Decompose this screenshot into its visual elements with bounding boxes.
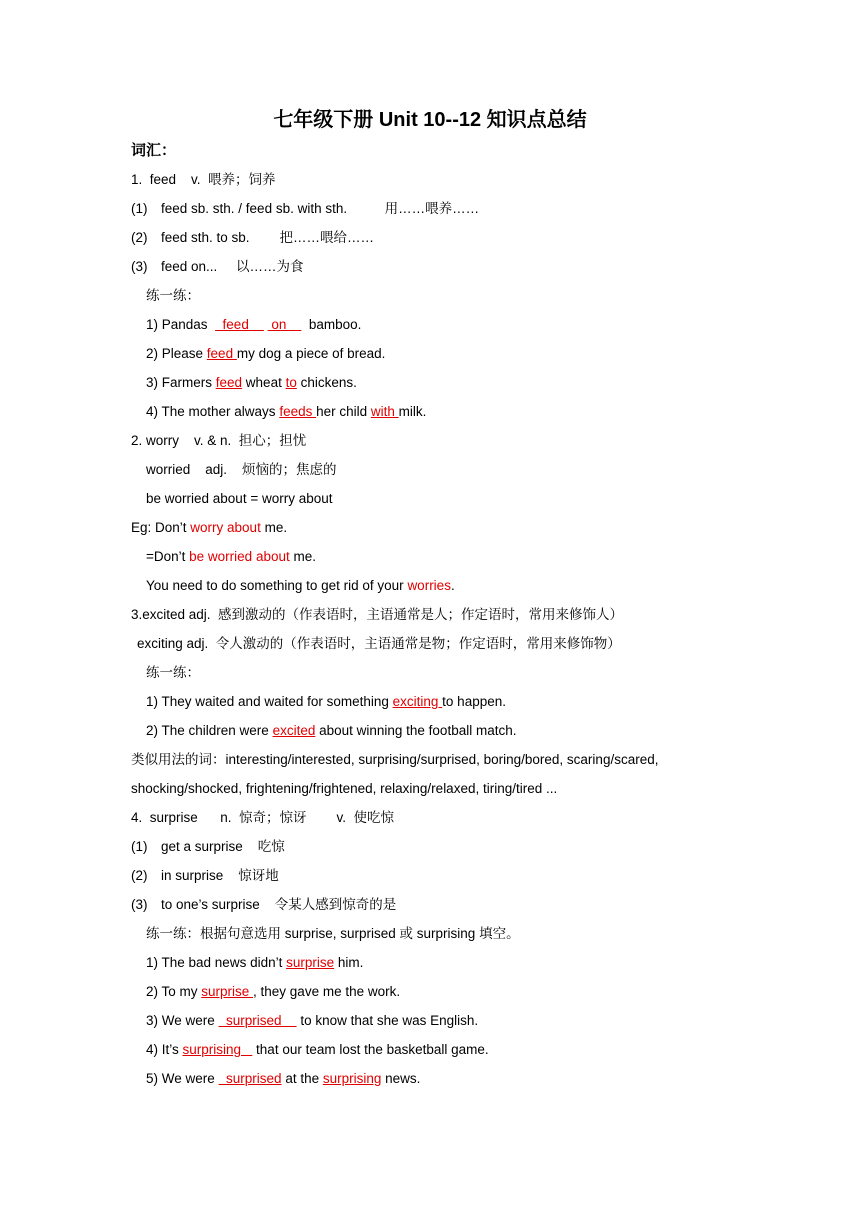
answer-text: exciting [392, 694, 443, 709]
line-text: Eg: Don’t [131, 520, 191, 535]
answer-text: with [370, 404, 399, 419]
answer-text: surprise [201, 984, 254, 999]
line-text: at the [281, 1071, 323, 1086]
text-line [146, 1038, 489, 1062]
line-text: about winning the football match. [315, 723, 517, 738]
line-text: me. [289, 549, 316, 564]
text-line [146, 284, 200, 308]
text-line [131, 748, 658, 772]
text-line [146, 574, 455, 598]
answer-text: excited [272, 723, 316, 738]
line-text: 2. worry v. & n. 担心；担忧 [131, 433, 307, 448]
text-line [131, 806, 394, 830]
answer-text: surprising [322, 1071, 382, 1086]
text-line [131, 777, 557, 801]
line-text: 1) They waited and waited for something [146, 694, 393, 709]
text-line [131, 864, 279, 888]
text-line [131, 893, 396, 917]
line-text: 1. feed v. 喂养；饲养 [131, 172, 276, 187]
text-line [146, 980, 400, 1004]
text-line [146, 487, 332, 511]
line-text: that our team lost the basketball game. [252, 1042, 489, 1057]
section-heading: 词汇： [131, 142, 177, 159]
line-text: him. [334, 955, 364, 970]
text-line [146, 371, 357, 395]
line-text: 类似用法的词：interesting/interested, surprising/surprised, boring/bored, scaring/scared, [131, 752, 659, 767]
line-text: exciting adj. 令人激动的（作表语时，主语通常是物；作定语时，常用来修饰物） [137, 636, 621, 651]
line-text: wheat [242, 375, 286, 390]
text-line [146, 922, 520, 946]
page-title: 七年级下册 Unit 10--12 知识点总结 [273, 109, 587, 131]
answer-text: worry about [190, 520, 261, 535]
answer-text: feed [215, 375, 243, 390]
line-text: 4) It’s [146, 1042, 183, 1057]
line-text: her child [316, 404, 371, 419]
text-line [146, 458, 337, 482]
answer-text: feed [215, 317, 264, 332]
line-text: 1) The bad news didn’t [146, 955, 287, 970]
line-text: =Don’t [146, 549, 190, 564]
line-text: 练一练： [146, 665, 200, 680]
list-number: (2) [131, 230, 148, 245]
line-text: . [450, 578, 455, 593]
line-text: feed sth. to sb. 把……喂给…… [161, 230, 375, 245]
line-text: get a surprise 吃惊 [161, 839, 285, 854]
text-line [131, 516, 287, 540]
list-number: (1) [131, 839, 148, 854]
line-text: to one’s surprise 令某人感到惊奇的是 [161, 897, 397, 912]
line-text: 3) We were [146, 1013, 219, 1028]
line-text: my dog a piece of bread. [236, 346, 386, 361]
answer-text: feeds [279, 404, 317, 419]
line-text: 练一练：根据句意选用 surprise, surprised 或 surprising 填空。 [146, 926, 520, 941]
line-text: chickens. [296, 375, 357, 390]
line-text: shocking/shocked, frightening/frightened, relaxing/relaxed, tiring/tired ... [131, 781, 558, 796]
answer-text: surprised [218, 1071, 282, 1086]
line-text: 2) Please [146, 346, 207, 361]
text-line [131, 197, 479, 221]
line-text: 练一练： [146, 288, 200, 303]
text-line [146, 545, 316, 569]
answer-text: feed [206, 346, 237, 361]
line-text: You need to do something to get rid of your [146, 578, 408, 593]
text-line [146, 313, 361, 337]
answer-text: on [267, 317, 302, 332]
answer-text: surprised [218, 1013, 297, 1028]
line-text: 2) To my [146, 984, 202, 999]
text-line [146, 400, 426, 424]
list-number: (3) [131, 897, 148, 912]
text-line [146, 951, 363, 975]
line-text: be worried about = worry about [146, 491, 333, 506]
text-line [146, 690, 506, 714]
text-line [131, 835, 285, 859]
text-line [131, 429, 306, 453]
line-text: 4) The mother always [146, 404, 280, 419]
line-text: milk. [398, 404, 427, 419]
list-number: (2) [131, 868, 148, 883]
text-line [131, 168, 276, 192]
text-line [131, 603, 623, 627]
line-text: bamboo. [301, 317, 362, 332]
line-text: 5) We were [146, 1071, 219, 1086]
line-text: 3) Farmers [146, 375, 216, 390]
line-text: to know that she was English. [296, 1013, 479, 1028]
list-number: (1) [131, 201, 148, 216]
line-text: in surprise 惊讶地 [161, 868, 279, 883]
line-text: 3.excited adj. 感到激动的（作表语时，主语通常是人；作定语时，常用来修饰人） [131, 607, 624, 622]
line-text: me. [260, 520, 288, 535]
text-line [146, 1067, 420, 1091]
text-line [146, 342, 385, 366]
line-text: , they gave me the work. [253, 984, 401, 999]
line-text: 2) The children were [146, 723, 273, 738]
text-line [146, 1009, 478, 1033]
text-line [131, 226, 374, 250]
text-line [146, 719, 516, 743]
answer-text: worries [407, 578, 451, 593]
answer-text: surprising [182, 1042, 253, 1057]
line-text: 1) Pandas [146, 317, 216, 332]
text-line [146, 661, 200, 685]
text-line [131, 255, 304, 279]
answer-text: surprise [286, 955, 335, 970]
answer-text: to [285, 375, 297, 390]
line-text: to happen. [442, 694, 506, 709]
line-text: worried adj. 烦恼的；焦虑的 [146, 462, 337, 477]
line-text: 4. surprise n. 惊奇；惊讶 v. 使吃惊 [131, 810, 395, 825]
line-text: feed sb. sth. / feed sb. with sth. 用……喂养…… [161, 201, 480, 216]
line-text: news. [381, 1071, 421, 1086]
text-line [137, 632, 621, 656]
line-text: feed on... 以……为食 [161, 259, 304, 274]
list-number: (3) [131, 259, 148, 274]
answer-text: be worried about [189, 549, 290, 564]
